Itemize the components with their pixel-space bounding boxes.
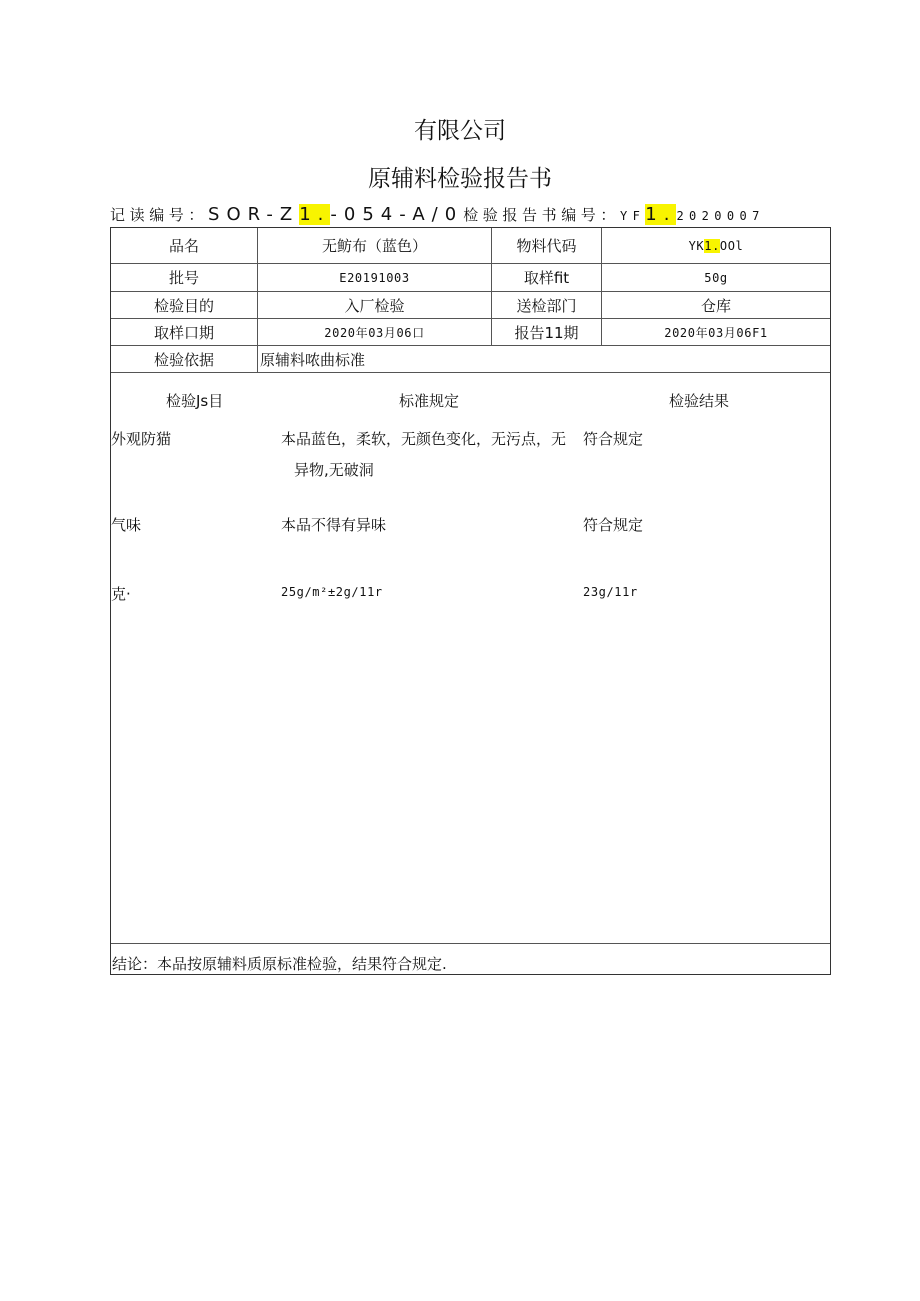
result-item-appearance: 外观防猫 (111, 430, 172, 448)
report-number-suffix: 2020007 (676, 209, 765, 223)
record-number-suffix: -054-A/0 (330, 204, 464, 225)
sample-amount-text: 50g (704, 270, 728, 285)
material-code-label: 物料代码 (491, 228, 601, 263)
material-code-highlight: 1. (704, 238, 720, 253)
material-code-value (601, 228, 830, 263)
basis-label: 检验依据 (153, 350, 214, 369)
report-table (110, 227, 831, 975)
info-row-batch (111, 264, 830, 292)
result-value-weight: 23g∕11r (583, 585, 638, 599)
document-title: 原辅料检验报告书 (368, 166, 552, 192)
header-line (110, 204, 832, 225)
basis-value: 原辅料哝曲标准 (257, 346, 830, 372)
material-code-prefix: YK (688, 238, 705, 253)
product-label: 品名 (168, 237, 199, 255)
result-standard-appearance-line1: 本品蓝色，柔软，无颜色变化，无污点，无 (281, 430, 567, 448)
record-number-label: 记读编号： (110, 206, 209, 224)
sample-amount-label: 取样fit (491, 264, 601, 291)
result-standard-weight: 25g∕m²±2g∕11r (281, 585, 383, 599)
result-standard-appearance-line2: 异物,无破洞 (294, 461, 374, 479)
report-number-prefix: YF (620, 209, 646, 223)
info-row-purpose (111, 292, 830, 319)
info-row-dates (111, 319, 830, 346)
sample-date-label: 取样口期 (153, 323, 214, 342)
sample-date-value (257, 319, 491, 345)
purpose-value: 入厂检验 (257, 292, 491, 318)
report-date-text: 2020年03月06F1 (664, 325, 768, 340)
sample-date-text: 2020年03月06口 (324, 325, 425, 340)
purpose-label: 检验目的 (153, 296, 214, 315)
result-standard-odor: 本品不得有异味 (281, 516, 387, 534)
record-number-highlight: 1. (299, 204, 331, 225)
report-date-value (601, 319, 830, 345)
result-value-appearance: 符合规定 (583, 430, 644, 448)
product-value: 无鲂布（蓝色） (257, 228, 491, 263)
department-label: 送检部门 (491, 292, 601, 318)
report-number-highlight: 1. (645, 204, 677, 225)
sample-amount-value (601, 264, 830, 291)
conclusion-text: 结论：本品按原辅料质原标准检验，结果符合规定. (112, 955, 447, 973)
result-item-odor: 气味 (111, 516, 142, 534)
column-header-standard: 标准规定 (399, 392, 460, 410)
batch-value-text: E20191003 (339, 270, 410, 285)
material-code-suffix: OOl (719, 238, 744, 253)
info-row-basis (111, 346, 830, 373)
record-number-prefix: SOR-Z (208, 204, 300, 225)
report-date-label: 报告11期 (491, 319, 601, 345)
conclusion-divider (111, 943, 830, 944)
batch-value (257, 264, 491, 291)
info-row-product (111, 228, 830, 264)
result-value-odor: 符合规定 (583, 516, 644, 534)
batch-label: 批号 (168, 269, 199, 287)
company-name: 有限公司 (414, 118, 506, 144)
report-number-label: 检验报告书编号： (463, 206, 620, 224)
column-header-item: 检验Js目 (166, 392, 224, 410)
result-item-weight: 克· (111, 585, 131, 603)
column-header-result: 检验结果 (669, 392, 730, 410)
department-value: 仓库 (601, 292, 830, 318)
